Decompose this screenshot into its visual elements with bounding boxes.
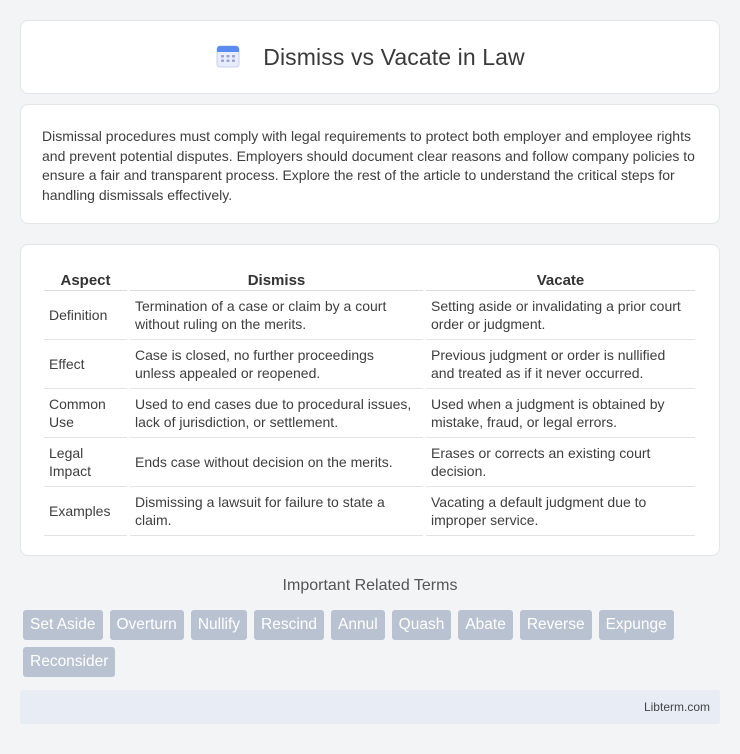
calendar-icon (215, 43, 241, 69)
dismiss-cell: Case is closed, no further proceedings unless appealed or reopened. (130, 340, 423, 389)
related-term-tag[interactable]: Reverse (520, 610, 592, 640)
intro-paragraph: Dismissal procedures must comply with legal requirements to protect both employer and employee rights and prevent potential disputes. Employers should document clear reasons and follow company policies to ensure a fair and transparent process. Explore the rest of the article to understand the critical steps for handling dismissals effectively. (42, 128, 695, 203)
related-term-tag[interactable]: Annul (331, 610, 385, 640)
vacate-cell: Vacating a default judgment due to improper service. (426, 487, 695, 536)
dismiss-cell: Termination of a case or claim by a court without ruling on the merits. (130, 291, 423, 340)
comparison-card (20, 244, 720, 556)
vacate-cell: Used when a judgment is obtained by mistake, fraud, or legal errors. (426, 389, 695, 438)
table-row (44, 291, 695, 340)
table-row (44, 438, 695, 487)
related-term-tag[interactable]: Reconsider (23, 647, 115, 677)
vacate-cell: Setting aside or invalidating a prior court order or judgment. (426, 291, 695, 340)
header-card (20, 20, 720, 94)
vacate-cell: Erases or corrects an existing court decision. (426, 438, 695, 487)
related-terms-title: Important Related Terms (282, 577, 458, 594)
dismiss-cell: Used to end cases due to procedural issues, lack of jurisdiction, or settlement. (130, 389, 423, 438)
table-row (44, 487, 695, 536)
related-term-tag[interactable]: Abate (458, 610, 513, 640)
column-header-vacate: Vacate (426, 266, 695, 291)
table-header-row (44, 266, 695, 291)
comparison-table (41, 266, 698, 536)
related-term-tag[interactable]: Overturn (110, 610, 184, 640)
aspect-cell: Legal Impact (44, 438, 127, 487)
table-row (44, 389, 695, 438)
aspect-cell: Effect (44, 340, 127, 389)
column-header-aspect: Aspect (44, 266, 127, 291)
footer (20, 690, 720, 724)
column-header-dismiss: Dismiss (130, 266, 423, 291)
vacate-cell: Previous judgment or order is nullified and treated as if it never occurred. (426, 340, 695, 389)
related-terms-list (23, 610, 703, 684)
related-term-tag[interactable]: Expunge (599, 610, 674, 640)
intro-card (20, 104, 720, 224)
page-title: Dismiss vs Vacate in Law (263, 43, 525, 70)
aspect-cell: Examples (44, 487, 127, 536)
related-term-tag[interactable]: Quash (392, 610, 452, 640)
related-term-tag[interactable]: Nullify (191, 610, 247, 640)
related-term-tag[interactable]: Rescind (254, 610, 324, 640)
aspect-cell: Definition (44, 291, 127, 340)
aspect-cell: Common Use (44, 389, 127, 438)
dismiss-cell: Ends case without decision on the merits. (130, 438, 423, 487)
related-term-tag[interactable]: Set Aside (23, 610, 103, 640)
footer-site-link[interactable]: Libterm.com (643, 700, 710, 714)
dismiss-cell: Dismissing a lawsuit for failure to state a claim. (130, 487, 423, 536)
table-row (44, 340, 695, 389)
